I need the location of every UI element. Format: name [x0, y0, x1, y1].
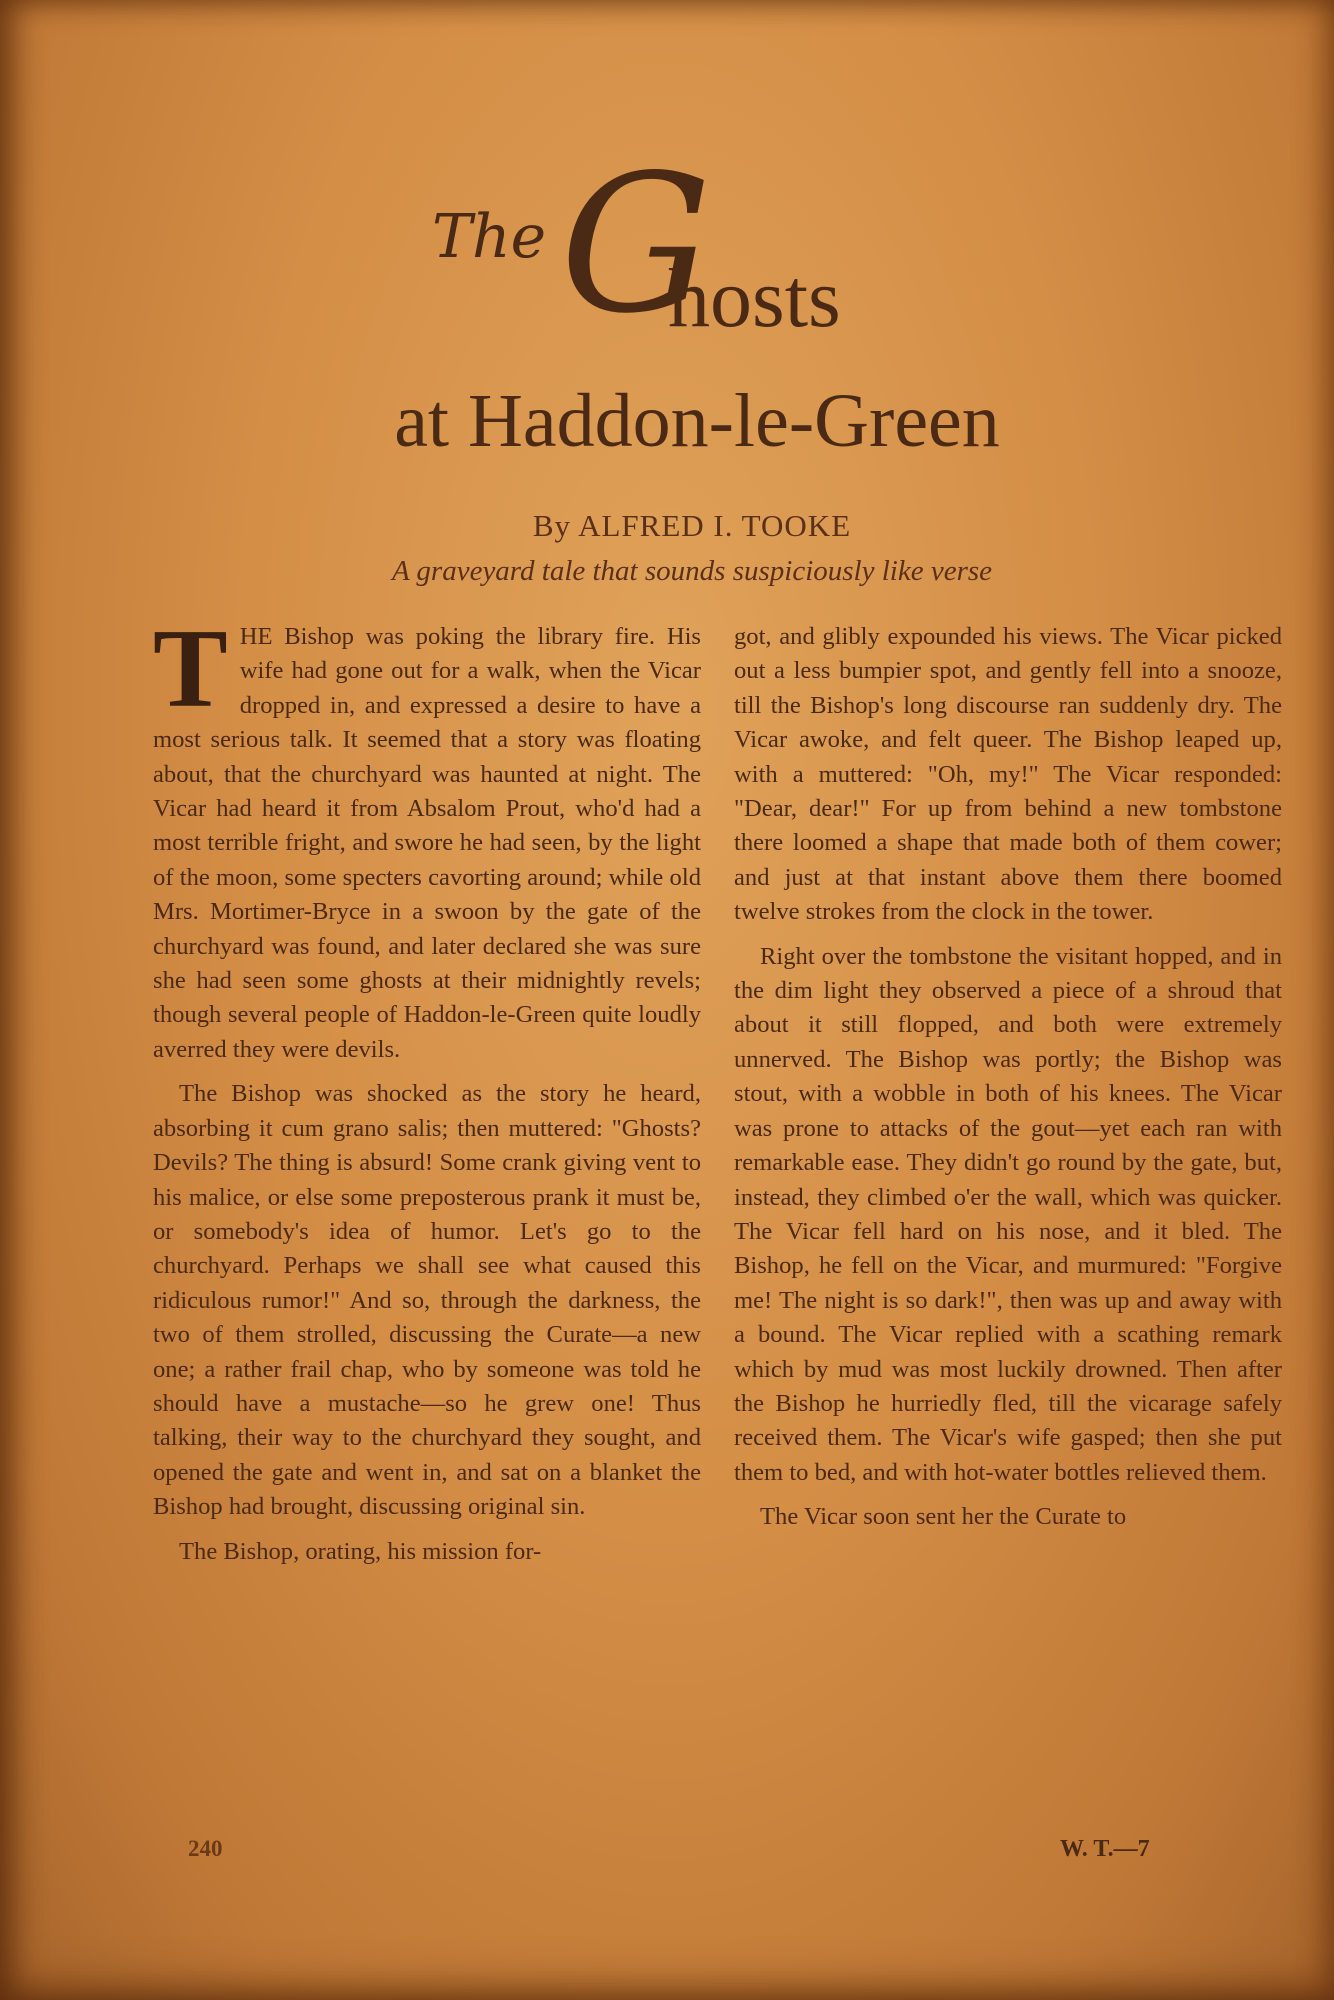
story-tagline: A graveyard tale that sounds suspiciously like verse: [391, 555, 993, 587]
title-hosts: hosts: [668, 252, 841, 345]
paragraph: [153, 607, 701, 1067]
paragraph: Right over the tombstone the visitant hopped, and in the dim light they observed a piece of a shroud that about it still flopped, and both were extremely unnerved. The Bishop was portly; the Bishop was stout, with a wobble in both of his knees. The Vicar was prone to attacks of the gout—yet each ran with remarkable ease. They didn't go round by the gate, but, instead, they climbed o'er the wall, which was quicker. The Vicar fell hard on his nose, and it bled. The Bishop, he fell on the Vicar, and murmured: "Forgive me! The night is so dark!", then was up and away with a bound. The Vicar replied with a scathing remark which by mud was most luckily drowned. Then after the Bishop he hurriedly fled, till the vicarage safely received them. The Vicar's wife gasped; then she put them to bed, and with hot-water bottles relieved them.: [734, 942, 1282, 1486]
paragraph-text: HE Bishop was poking the library fire. His wife had gone out for a walk, when the Vicar dropped in, and expressed a desire to have a most serious talk. It seemed that a story was floating about, that the churchyard was haunted at night. The Vicar had heard it from Absalom Prout, who'd had a most terrible fright, and swore he had seen, by the light of the moon, some specters cavorting around; while old Mrs. Mortimer-Bryce in a swoon by the gate of the churchyard was found, and later declared she was sure she had seen some ghosts at their midnightly revels; though several people of Haddon-le-Green quite loudly averred they were devils.: [153, 623, 701, 1063]
paragraph: The Bishop was shocked as the story he heard, absorbing it cum grano salis; then muttered: "Ghosts? Devils? The thing is absurd! Some crank giving vent to his malice, or else some preposterous prank it must be, or somebody's idea of humor. Let's go to the churchyard. Perhaps we shall see what caused this ridiculous rumor!" And so, through the darkness, the two of them strolled, discussing the Curate—a new one; a rather frail chap, who by someone was told he should have a mustache—so he grew one! Thus talking, their way to the churchyard they sought, and opened the gate and went in, and sat on a blanket the Bishop had brought, discussing original sin.: [153, 1080, 701, 1521]
left-column: [153, 607, 701, 1579]
title-initial-g: G: [560, 134, 712, 355]
title-the: The: [432, 202, 547, 272]
right-column: [734, 620, 1282, 1545]
paragraph: The Vicar soon sent her the Curate to: [760, 1503, 1127, 1531]
paragraph: The Bishop, orating, his mission for-: [179, 1537, 542, 1565]
paragraph: got, and glibly expounded his views. The Vicar picked out a less bumpier spot, and gently fell into a snooze, till the Bishop's long discourse ran suddenly dry. The Vicar awoke, and felt queer. The Bishop leaped up, with a muttered: "Oh, my!" The Vicar responded: "Dear, dear!" For up from behind a new tombstone there loomed a shape that made both of them cower; and just at that instant above them there boomed twelve strokes from the clock in the tower.: [734, 623, 1282, 926]
title-subline: at Haddon-le-Green: [394, 379, 1000, 463]
author-byline: By ALFRED I. TOOKE: [532, 508, 852, 543]
signature-mark: W. T.—7: [1060, 1836, 1150, 1862]
page-number: 240: [188, 1836, 223, 1861]
drop-cap: T: [153, 607, 228, 731]
